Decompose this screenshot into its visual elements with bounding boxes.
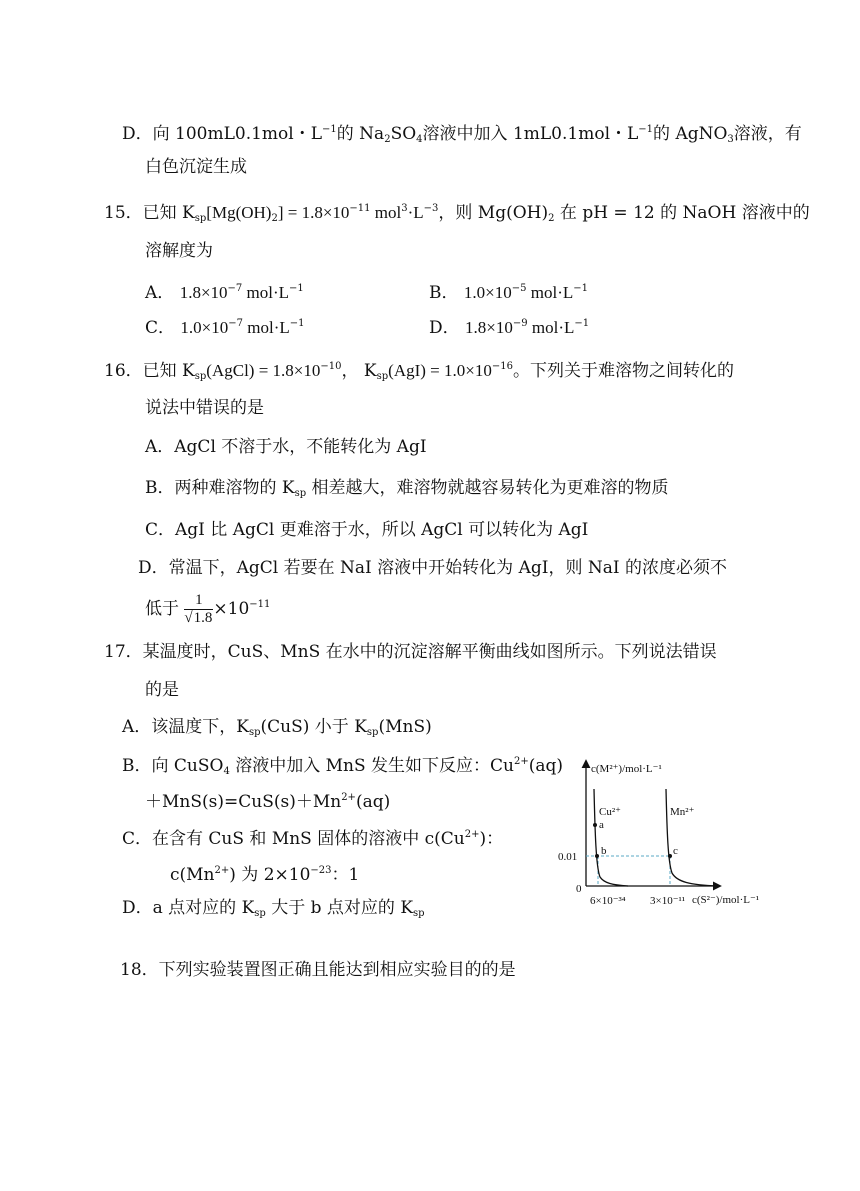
q17-option-a: A．该温度下，$K_{sp}(CuS)$ 小于 $K_{sp}(MnS)$: [122, 717, 432, 738]
point-a-dot: [593, 823, 597, 827]
q16-option-d: D．常温下，AgCl 若要在 NaI 溶液中开始转化为 AgI，则 NaI 的浓度必须不: [138, 558, 727, 578]
q15-option-b: B． $1.0\times 10^{-5}$ $mol\cdot L^{-1}$: [429, 283, 588, 303]
q17-stem: 17．某温度时，CuS、MnS 在水中的沉淀溶解平衡曲线如图所示。下列说法错误: [104, 642, 717, 662]
q15-option-a: A． $1.8\times 10^{-7}$ $mol\cdot L^{-1}$: [145, 283, 304, 303]
q15-stem: 15．已知 $K_{sp}[Mg(OH)_2] = 1.8\times 10^{-11}$ $mol^3\cdot L^{-3}$，则 $Mg(OH)_2$ 在 pH = 12 的 NaOH 溶液中的: [104, 203, 810, 224]
y-tick-label: 0.01: [558, 851, 578, 863]
x-tick-label-2: 3×10⁻¹¹: [650, 895, 686, 907]
q17-option-c: C．在含有 CuS 和 MnS 固体的溶液中 $c(Cu^{2+})$：: [122, 829, 504, 849]
fraction: $\frac{1}{√1.8}$: [184, 592, 213, 626]
solubility-curve-graph: [550, 757, 780, 915]
q14-option-d: D．向 100mL0.1mol・$L^{-1}$的 $Na_2SO_4$溶液中加入 1mL0.1mol・$L^{-1}$的 AgNO$_3$溶液，有: [122, 124, 802, 145]
point-c-dot: [668, 854, 672, 858]
x-tick-label-1: 6×10⁻³⁴: [590, 895, 626, 907]
curve-mn: [666, 789, 718, 886]
q16-option-c: C．AgI 比 AgCl 更难溶于水，所以 AgCl 可以转化为 AgI: [145, 520, 589, 540]
curve-cu-label: Cu²⁺: [599, 806, 621, 818]
q15-stem-line2: 溶解度为: [145, 241, 213, 261]
q17-option-c-line2: $c(Mn^{2+})$ 为 $2\times 10^{-23}$：1: [170, 865, 360, 885]
curve-mn-label: Mn²⁺: [670, 806, 695, 818]
point-b-label: b: [601, 845, 607, 857]
q16-stem: 16．已知 $K_{sp}(AgCl) = 1.8\times 10^{-10}$， $K_{sp}(AgI) = 1.0\times 10^{-16}$。下列关于难溶物之间转化的: [104, 361, 734, 382]
q16-option-a: A．AgCl 不溶于水，不能转化为 AgI: [145, 437, 427, 457]
point-a-label: a: [599, 819, 604, 831]
curve-cu: [594, 789, 628, 886]
q15-option-c: C． $1.0\times 10^{-7}$ $mol\cdot L^{-1}$: [145, 318, 305, 338]
q16-option-d-line2: 低于 $\frac{1}{√1.8}$ $\times 10^{-11}$: [145, 592, 271, 626]
point-b-dot: [595, 854, 599, 858]
x-axis-label: c(S²⁻)/mol·L⁻¹: [692, 894, 760, 906]
q18-stem: 18．下列实验装置图正确且能达到相应实验目的的是: [120, 960, 516, 980]
q17-stem-line2: 的是: [145, 680, 179, 700]
q16-stem-line2: 说法中错误的是: [145, 398, 264, 418]
q17-option-b: B．向 CuSO$_4$ 溶液中加入 MnS 发生如下反应：$Cu^{2+}(aq)$: [122, 756, 564, 777]
q17-option-b-line2: $+MnS(s)=CuS(s)+Mn^{2+}(aq)$: [145, 792, 391, 812]
origin-label: 0: [576, 883, 582, 895]
q14-option-d-line2: 白色沉淀生成: [145, 157, 247, 177]
q17-option-d: D．a 点对应的 $K_{sp}$ 大于 b 点对应的 $K_{sp}$: [122, 898, 425, 919]
point-c-label: c: [673, 845, 678, 857]
y-axis-label: c(M²⁺)/mol·L⁻¹: [591, 763, 662, 775]
q16-option-b: B．两种难溶物的 $K_{sp}$ 相差越大，难溶物就越容易转化为更难溶的物质: [145, 478, 669, 499]
q15-option-d: D． $1.8\times 10^{-9}$ $mol\cdot L^{-1}$: [429, 318, 590, 338]
